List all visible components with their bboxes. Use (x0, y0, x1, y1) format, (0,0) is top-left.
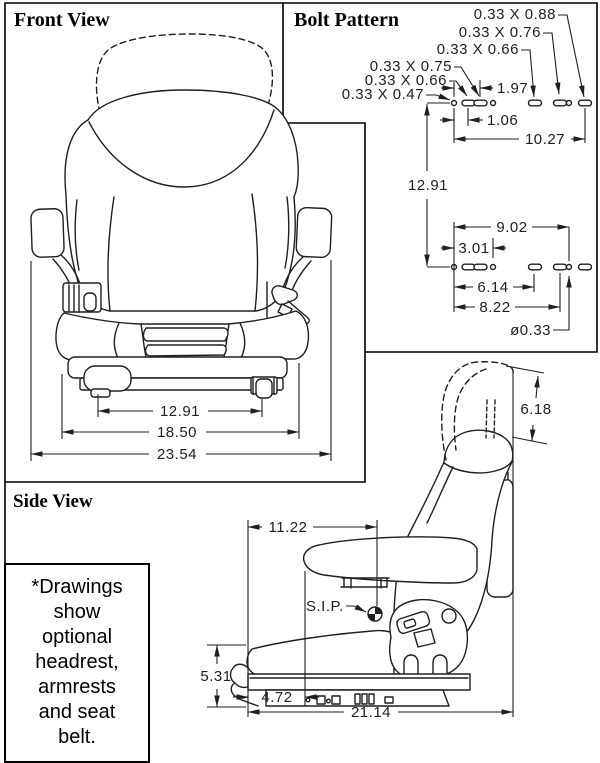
hole-label-4: 0.33 X 0.66 (364, 72, 447, 89)
dim-overall-width: 23.54 (156, 446, 198, 463)
dim-row-spacing: 12.91 (407, 177, 449, 194)
note-line: and seat (38, 701, 116, 723)
dim-headrest-height: 6.18 (520, 401, 552, 418)
note-line: headrest, (35, 651, 119, 673)
note-line: *Drawings (31, 576, 123, 598)
dim-bottom-width: 9.02 (496, 219, 528, 236)
dim-top-row-width: 10.27 (524, 131, 566, 148)
note-line: show (53, 601, 101, 623)
front-backrest (65, 90, 298, 311)
dim-spacing-a: 1.97 (497, 80, 529, 97)
dim-overall-depth: 21.14 (350, 704, 392, 721)
bolt-row-bottom (452, 264, 592, 270)
note-line: optional (41, 626, 113, 648)
dim-bottom-spacing: 3.01 (458, 240, 490, 257)
bolt-pattern-dimensions (342, 6, 585, 339)
side-armrest (304, 537, 477, 588)
dim-bottom-outer: 8.22 (479, 299, 511, 316)
side-cushion (247, 631, 394, 675)
dim-front-overhang: 4.72 (261, 689, 293, 706)
dim-hole-diameter: ø0.33 (510, 322, 551, 339)
note-line: belt. (58, 726, 96, 748)
dim-bottom-mid: 6.14 (477, 279, 509, 296)
dim-sip-setback: 11.22 (268, 519, 308, 536)
sip-symbol (368, 607, 382, 621)
note-box (4, 563, 150, 763)
dim-spacing-b: 1.06 (487, 112, 519, 129)
hole-label-0: 0.33 X 0.88 (473, 6, 556, 23)
sip-label: S.I.P. (306, 598, 344, 615)
hole-label-5: 0.33 X 0.47 (341, 86, 424, 103)
bolt-row-top (452, 100, 592, 106)
front-tilt-lever (272, 286, 297, 305)
hole-label-1: 0.33 X 0.76 (458, 24, 541, 41)
dim-base-height: 5.31 (200, 668, 232, 685)
dim-cushion-width: 18.50 (156, 424, 198, 441)
hole-label-3: 0.33 X 0.75 (369, 58, 452, 75)
hole-label-2: 0.33 X 0.66 (436, 41, 519, 58)
front-view-drawing (31, 34, 332, 398)
side-bracket-plate (390, 600, 468, 677)
front-suspension-base (68, 357, 287, 398)
bolt-pattern-title: Bolt Pattern (294, 9, 399, 31)
dim-base-width: 12.91 (159, 403, 201, 420)
side-view-title: Side View (13, 491, 93, 512)
front-view-title: Front View (14, 9, 110, 31)
note-line: armrests (38, 676, 116, 698)
